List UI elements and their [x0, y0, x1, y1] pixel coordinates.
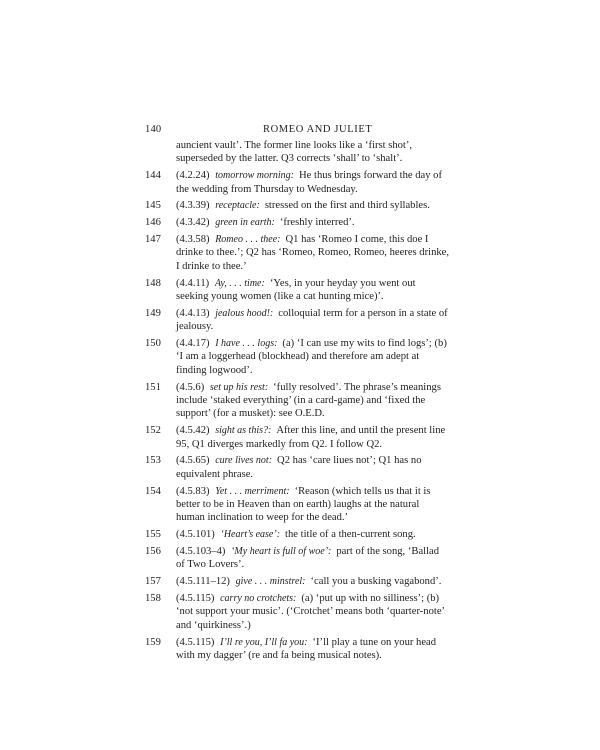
note-ref: (4.4.11)	[176, 277, 210, 289]
note-lemma: cure lives not:	[215, 455, 273, 467]
note-entry	[145, 337, 450, 377]
note-ref: (4.5.115)	[176, 636, 215, 648]
note-gloss: Q1 has ‘Romeo I come, this doe I drinke to thee.’; Q2 has ‘Romeo, Romeo, Romeo, heeres drinke, I drinke to thee.’	[176, 234, 450, 272]
note-gloss: part of the song, ‘Ballad of Two Lovers’.	[176, 546, 440, 571]
note-ref: (4.5.6)	[176, 381, 205, 393]
note-entry	[145, 485, 450, 525]
note-number: 154	[145, 485, 161, 497]
note-lemma: jealous hood!:	[215, 307, 274, 319]
note-gloss: colloquial term for a person in a state of jealousy.	[176, 307, 448, 333]
note-continuation: auncient vault’. The former line looks like a ‘first shot’, superseded by the latter. Q3 corrects ‘shall’ to ‘shalt’.	[176, 140, 413, 165]
note-ref: (4.5.65)	[176, 455, 210, 467]
note-ref: (4.3.42)	[176, 217, 210, 229]
note-lemma: carry no crotchets:	[220, 593, 297, 605]
note-entry	[145, 233, 450, 273]
notes-list	[145, 139, 450, 666]
note-number: 151	[145, 381, 161, 393]
note-body	[176, 216, 450, 229]
note-lemma: tomorrow morning:	[215, 170, 295, 182]
note-lemma: I have . . . logs:	[215, 338, 278, 350]
note-gloss: Q2 has ‘care liues not’; Q1 has no equivalent phrase.	[176, 455, 422, 480]
note-number: 153	[145, 455, 161, 467]
note-entry	[145, 199, 450, 212]
note-lemma: give . . . minstrel:	[235, 576, 306, 588]
note-number: 149	[145, 307, 161, 319]
note-gloss: stressed on the first and third syllables.	[264, 200, 430, 212]
note-gloss: ‘Yes, in your heyday you went out seeking young women (like a cat hunting mice)’.	[176, 277, 416, 303]
note-body	[176, 169, 450, 196]
note-lemma: ‘My heart is full of woe’:	[231, 546, 332, 558]
note-number: 144	[145, 170, 161, 182]
note-gloss: the title of a then-current song.	[285, 529, 416, 541]
note-lemma: sight as this?:	[215, 425, 272, 437]
note-number: 152	[145, 425, 161, 437]
running-head	[145, 124, 445, 138]
note-ref: (4.5.115)	[176, 593, 215, 605]
note-body	[176, 199, 450, 212]
note-entry	[145, 575, 450, 588]
note-entry	[145, 528, 450, 541]
note-lemma: ‘Heart’s ease’:	[220, 529, 281, 541]
note-ref: (4.4.17)	[176, 338, 210, 350]
note-number: 159	[145, 636, 161, 648]
notes-container	[145, 169, 450, 662]
note-ref: (4.5.103–4)	[176, 546, 226, 558]
note-entry	[145, 545, 450, 572]
note-ref: (4.5.111–12)	[176, 576, 230, 588]
note-entry	[145, 381, 450, 421]
note-number: 147	[145, 234, 161, 245]
note-body	[176, 528, 450, 541]
note-lemma: green in earth:	[215, 217, 275, 229]
note-gloss: ‘Reason (which tells us that it is better to be in Heaven than on earth) laughs at the natural human inclination to weep for the dead.’	[176, 485, 431, 524]
note-number: 156	[145, 546, 161, 558]
note-lemma: Yet . . . merriment:	[215, 485, 290, 497]
note-number: 150	[145, 338, 161, 350]
note-entry	[145, 277, 450, 304]
note-entry	[145, 636, 450, 663]
note-body	[176, 592, 450, 632]
note-entry	[145, 424, 450, 451]
note-lemma: Ay, . . . time:	[214, 277, 265, 289]
note-ref: (4.5.101)	[176, 529, 215, 541]
note-ref: (4.4.13)	[176, 307, 210, 319]
note-gloss: He thus brings forward the day of the wedding from Thursday to Wednesday.	[176, 170, 442, 195]
note-body	[176, 575, 450, 588]
note-gloss: (a) ‘I can use my wits to find logs’; (b) ‘I am a loggerhead (blockhead) and therefore am adept at finding logwood’.	[176, 338, 447, 376]
note-number: 148	[145, 277, 161, 289]
note-ref: (4.2.24)	[176, 170, 210, 182]
note-gloss: ‘freshly interred’.	[279, 217, 355, 229]
running-title: ROMEO AND JULIET	[263, 124, 373, 135]
note-gloss: ‘call you a busking vagabond’.	[310, 576, 442, 588]
note-body	[176, 381, 450, 421]
note-number: 155	[145, 529, 161, 541]
note-entry	[145, 216, 450, 229]
note-body	[176, 454, 450, 481]
note-number: 157	[145, 576, 161, 588]
note-entry	[145, 454, 450, 481]
note-gloss: (a) ‘put up with no silliness’; (b) ‘not support your music’. (‘Crotchet’ means both ‘quarter-note’ and ‘quirkiness’.)	[176, 593, 445, 631]
note-gloss: ‘fully resolved’. The phrase’s meanings include ‘staked everything’ (in a card-game) and ‘fixed the support’ (for a musket): see O.E.D.	[176, 381, 441, 420]
page-number: 140	[145, 124, 162, 135]
note-entry	[145, 592, 450, 632]
note-number: 158	[145, 593, 161, 605]
note-number: 146	[145, 217, 161, 229]
note-entry	[145, 169, 450, 196]
note-ref: (4.5.42)	[176, 425, 210, 437]
note-body	[176, 636, 450, 663]
note-ref: (4.3.58)	[176, 234, 210, 245]
note-body	[176, 307, 450, 334]
note-ref: (4.3.39)	[176, 200, 210, 212]
note-lemma: receptacle:	[215, 200, 260, 212]
note-body	[176, 233, 450, 273]
note-lemma: set up his rest:	[209, 381, 269, 393]
note-body	[176, 337, 450, 377]
note-body	[176, 545, 450, 572]
note-ref: (4.5.83)	[176, 485, 210, 497]
note-gloss: ‘I’ll play a tune on your head with my dagger’ (re and fa being musical notes).	[176, 636, 437, 662]
note-body	[176, 485, 450, 525]
note-number: 145	[145, 200, 161, 212]
note-entry	[145, 307, 450, 334]
note-body	[176, 277, 450, 304]
note-gloss: After this line, and until the present line 95, Q1 diverges markedly from Q2. I follow Q2.	[176, 425, 446, 450]
note-lemma: I’ll re you, I’ll fa you:	[220, 636, 308, 648]
note-body	[176, 424, 450, 451]
note-lemma: Romeo . . . thee:	[215, 234, 281, 245]
